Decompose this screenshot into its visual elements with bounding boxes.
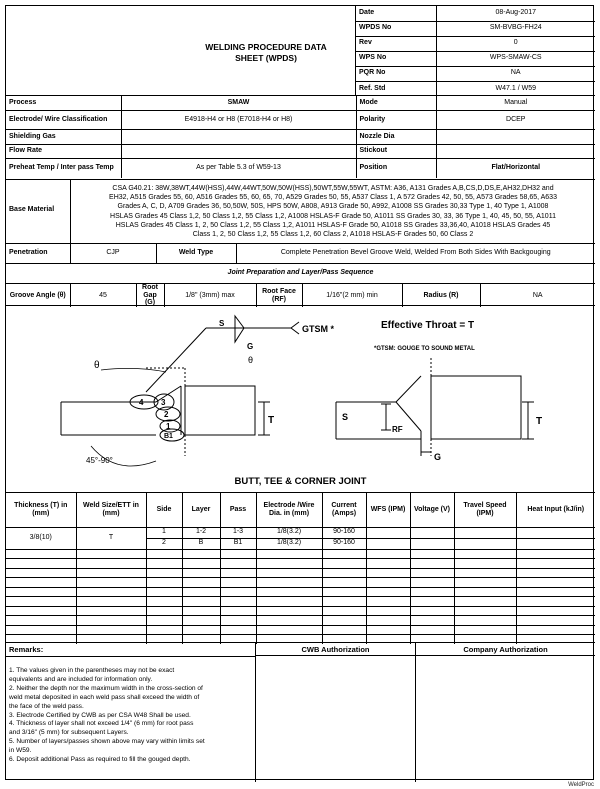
right-s-label: S [342, 412, 349, 422]
weld-table-block [6, 492, 595, 642]
column-header: Weld Size/ETT in (mm) [76, 493, 146, 527]
empty-row [6, 549, 595, 559]
pass-label: 3 [161, 398, 166, 407]
field-value: 08-Aug-2017 [436, 6, 595, 21]
position-label: Position [356, 158, 436, 178]
thickness-t-label: T [268, 415, 275, 426]
travel-speed-cell [454, 538, 516, 549]
mode-label: Mode [356, 96, 436, 110]
stickout-value [436, 144, 595, 158]
flow-rate-label: Flow Rate [6, 144, 121, 158]
remark-line: 1. The values given in the parentheses may not be exact [9, 667, 175, 674]
empty-row [6, 587, 595, 597]
remark-line: 3. Electrode Certified by CWB as per CSA W48 Shall be used. [9, 711, 191, 719]
voltage-cell [410, 527, 454, 538]
table-header-row [6, 493, 595, 527]
divider [70, 180, 71, 244]
column-header: Voltage (V) [410, 493, 454, 527]
process-row [6, 110, 595, 130]
field-label: Rev [356, 36, 436, 51]
polarity-value: DCEP [436, 110, 595, 130]
pass-cell: 1-3 [220, 527, 256, 538]
field-label: Ref. Std [356, 81, 436, 96]
field-label: PQR No [356, 66, 436, 81]
header-field-row [356, 66, 595, 81]
right-g-label: G [434, 452, 442, 462]
field-value: WPS-SMAW-CS [436, 51, 595, 66]
electrode-cell: 1/8(3.2) [256, 527, 322, 538]
base-material-text [72, 184, 594, 239]
groove-angle-label: Groove Angle (θ) [6, 284, 70, 307]
table-row [6, 527, 595, 538]
header-field-row [356, 6, 595, 21]
base-material-label: Base Material [9, 206, 55, 213]
empty-row [6, 625, 595, 635]
remark-line: 6. Deposit additional Pass as required to fill the gouged depth. [9, 756, 191, 764]
pass-label: 2 [164, 410, 169, 419]
remark-line: equivalents and are included for information only. [9, 675, 153, 683]
empty-row [6, 568, 595, 578]
column-header: Heat Input (kJ/in) [516, 493, 595, 527]
joint-diagram [6, 306, 595, 493]
remark-line: 5. Number of layers/passes shown above may vary within limits set [9, 738, 205, 746]
joint-prep-title: Joint Preparation and Layer/Pass Sequence [6, 263, 595, 283]
base-material-line: HSLAS Grades 45 Class 1,2, 50 Class 1,2, 55 Class 1,2, A1008 HSLAS-F Grade 50, A1011 SS Grades 30, 33, 36 Type 1, 40, 45, 50, 55, A1011 [110, 212, 556, 220]
preheat-value: As per Table 5.3 of W59-13 [121, 158, 356, 178]
side-cell: 2 [146, 538, 182, 549]
column-header: Thickness (T) in (mm) [6, 493, 76, 527]
pass-label: 1 [166, 422, 171, 431]
remark-line: the face of the weld pass. [9, 702, 84, 710]
cwb-authorization-title: CWB Authorization [256, 643, 415, 656]
pass-cell: B1 [220, 538, 256, 549]
column-header: Travel Speed (IPM) [454, 493, 516, 527]
weld-parameters-table [6, 493, 595, 644]
column-header: Electrode /Wire Dia. in (mm) [256, 493, 322, 527]
header-field-row [356, 51, 595, 66]
base-material-block [6, 179, 595, 243]
position-value: Flat/Horizontal [436, 158, 595, 178]
weld-type-value: Complete Penetration Bevel Groove Weld, Welded From Both Sides With Backgouging [236, 244, 595, 263]
process-row [6, 144, 595, 158]
nozzle-dia-value [436, 130, 595, 144]
right-plates [336, 358, 534, 456]
process-value: SMAW [121, 96, 356, 110]
empty-row [6, 616, 595, 626]
weld-type-label: Weld Type [156, 244, 236, 263]
process-row [6, 158, 595, 178]
thickness-cell: 3/8(10) [6, 527, 76, 549]
electrode-cell: 1/8(3.2) [256, 538, 322, 549]
electrode-value: E4918-H4 or H8 (E7018-H4 or H8) [121, 110, 356, 130]
gtsm-label: GTSM * [302, 324, 335, 334]
flow-rate-value [121, 144, 356, 158]
header-fields [356, 6, 595, 96]
base-material-line: HSLAS Grades 45 Class 1, 2, 50 Class 1,2, 55 Class 1,2, A1011 HSLAS-F Grade 50, A1018 SS Grades 33,36,40, A1018 HSLAS Grades 45 [115, 221, 551, 229]
penetration-value: CJP [70, 244, 156, 263]
remarks-block [6, 642, 595, 781]
field-value: 0 [436, 36, 595, 51]
nozzle-dia-label: Nozzle Dia [356, 130, 436, 144]
company-authorization-title: Company Authorization [416, 643, 595, 656]
divider [6, 656, 255, 657]
remark-line: weld metal deposited in each weld pass shall exceed the width of [9, 693, 200, 701]
base-material-line: CSA G40.21: 38W,38WT,44W(HSS),44W,44WT,50W,50W(HSS),50WT,55W,55WT, ASTM: A36, A131 Grades A,B,CS,D,DS,E,AH32,DH32 and [112, 185, 554, 192]
cwb-authorization-area [256, 643, 416, 782]
remark-line: and 3/16" (5 mm) for subsequent Layers. [9, 729, 129, 737]
mode-value: Manual [436, 96, 595, 110]
wpds-sheet [5, 5, 594, 780]
weld-size-cell: T [76, 527, 146, 549]
heat-input-cell [516, 527, 595, 538]
preheat-label: Preheat Temp / Inter pass Temp [6, 158, 121, 178]
field-value: NA [436, 66, 595, 81]
header-field-row [356, 36, 595, 51]
right-t-label: T [536, 416, 543, 427]
column-header: Layer [182, 493, 220, 527]
rf-label: RF [392, 425, 403, 434]
radius-value: NA [480, 284, 595, 307]
electrode-label: Electrode/ Wire Classification [6, 110, 121, 130]
pass-label: B1 [164, 433, 173, 440]
polarity-label: Polarity [356, 110, 436, 130]
remarks-title: Remarks: [9, 645, 44, 654]
title-line-2: SHEET (WPDS) [235, 53, 297, 64]
root-gap-value: 1/8" (3mm) max [164, 284, 256, 307]
remarks-area [6, 643, 256, 782]
theta-arc [101, 368, 166, 372]
heat-input-cell [516, 538, 595, 549]
stickout-label: Stickout [356, 144, 436, 158]
footer-label: WeldProc [568, 782, 594, 788]
joint-title: BUTT, TEE & CORNER JOINT [234, 476, 367, 487]
base-material-line: EH32, A515 Grades 55, 60, A516 Grades 55, 60, 65, 70, A529 Grades 50, 55, A537 Class 1, A 572 Grades 42, 50, 55, A573 Grades 58,65, A633 [109, 194, 557, 202]
field-label: WPS No [356, 51, 436, 66]
symbol-s-label: S [219, 319, 225, 328]
column-header: Side [146, 493, 182, 527]
remark-line: 2. Neither the depth nor the maximum width in the cross-section of [9, 684, 203, 692]
field-value: W47.1 / W59 [436, 81, 595, 96]
theta-label: θ [94, 360, 100, 371]
empty-row [6, 606, 595, 616]
process-row [6, 96, 595, 110]
side-cell: 1 [146, 527, 182, 538]
remark-line: in W59. [9, 747, 32, 755]
field-value: SM-BVBG-FH24 [436, 21, 595, 36]
column-header: WFS (IPM) [366, 493, 410, 527]
penetration-row [6, 243, 595, 263]
base-material-line: Grades A, C, D, A709 Grades 36, 50,50W, 50S, HPS 50W, A808, A913 Grade 50, A992, A1008 SS Grades 30,33 Type 1, 40 Type 1, A1008 [117, 203, 549, 211]
remarks-list [9, 667, 254, 765]
groove-row [6, 283, 595, 305]
root-face-value: 1/16"(2 mm) min [302, 284, 402, 307]
symbol-g-label: G [247, 342, 254, 351]
base-material-line: Class 1, 2, 50 Class 1,2, 55 Class 1,2, 60 Class 2, A1018 HSLAS-F Grades 50, 60 Class 2 [192, 231, 474, 239]
header-field-row [356, 21, 595, 36]
root-face-label: Root Face (RF) [256, 284, 302, 307]
remark-line: 4. Thickness of layer shall not exceed 1/4" (6 mm) for root pass [9, 720, 194, 728]
empty-row [6, 578, 595, 588]
wfs-cell [366, 527, 410, 538]
current-cell: 90-160 [322, 527, 366, 538]
empty-row [6, 559, 595, 569]
angle-range-label: 45°-90° [86, 456, 113, 465]
pass-label: 4 [139, 398, 144, 407]
radius-label: Radius (R) [402, 284, 480, 307]
travel-speed-cell [454, 527, 516, 538]
document-title [186, 42, 346, 65]
penetration-label: Penetration [6, 244, 70, 263]
layer-cell: B [182, 538, 220, 549]
process-block [6, 95, 595, 179]
field-label: WPDS No [356, 21, 436, 36]
symbol-theta-label: θ [248, 355, 254, 365]
header-block [6, 6, 595, 95]
shielding-gas-value [121, 130, 356, 144]
process-row [6, 130, 595, 144]
groove-angle-value: 45 [70, 284, 136, 307]
empty-row [6, 597, 595, 607]
effective-throat-label: Effective Throat = T [381, 320, 475, 331]
field-label: Date [356, 6, 436, 21]
column-header: Current (Amps) [322, 493, 366, 527]
header-field-row [356, 81, 595, 96]
company-authorization-area [416, 643, 595, 782]
current-cell: 90-160 [322, 538, 366, 549]
title-line-1: WELDING PROCEDURE DATA [205, 42, 327, 52]
voltage-cell [410, 538, 454, 549]
root-gap-label: Root Gap (G) [136, 284, 164, 307]
process-label: Process [6, 96, 121, 110]
wfs-cell [366, 538, 410, 549]
gtsm-note: *GTSM: GOUGE TO SOUND METAL [374, 346, 475, 352]
diagram-area [6, 305, 595, 492]
column-header: Pass [220, 493, 256, 527]
shielding-gas-label: Shielding Gas [6, 130, 121, 144]
title-area [6, 6, 356, 95]
layer-cell: 1-2 [182, 527, 220, 538]
